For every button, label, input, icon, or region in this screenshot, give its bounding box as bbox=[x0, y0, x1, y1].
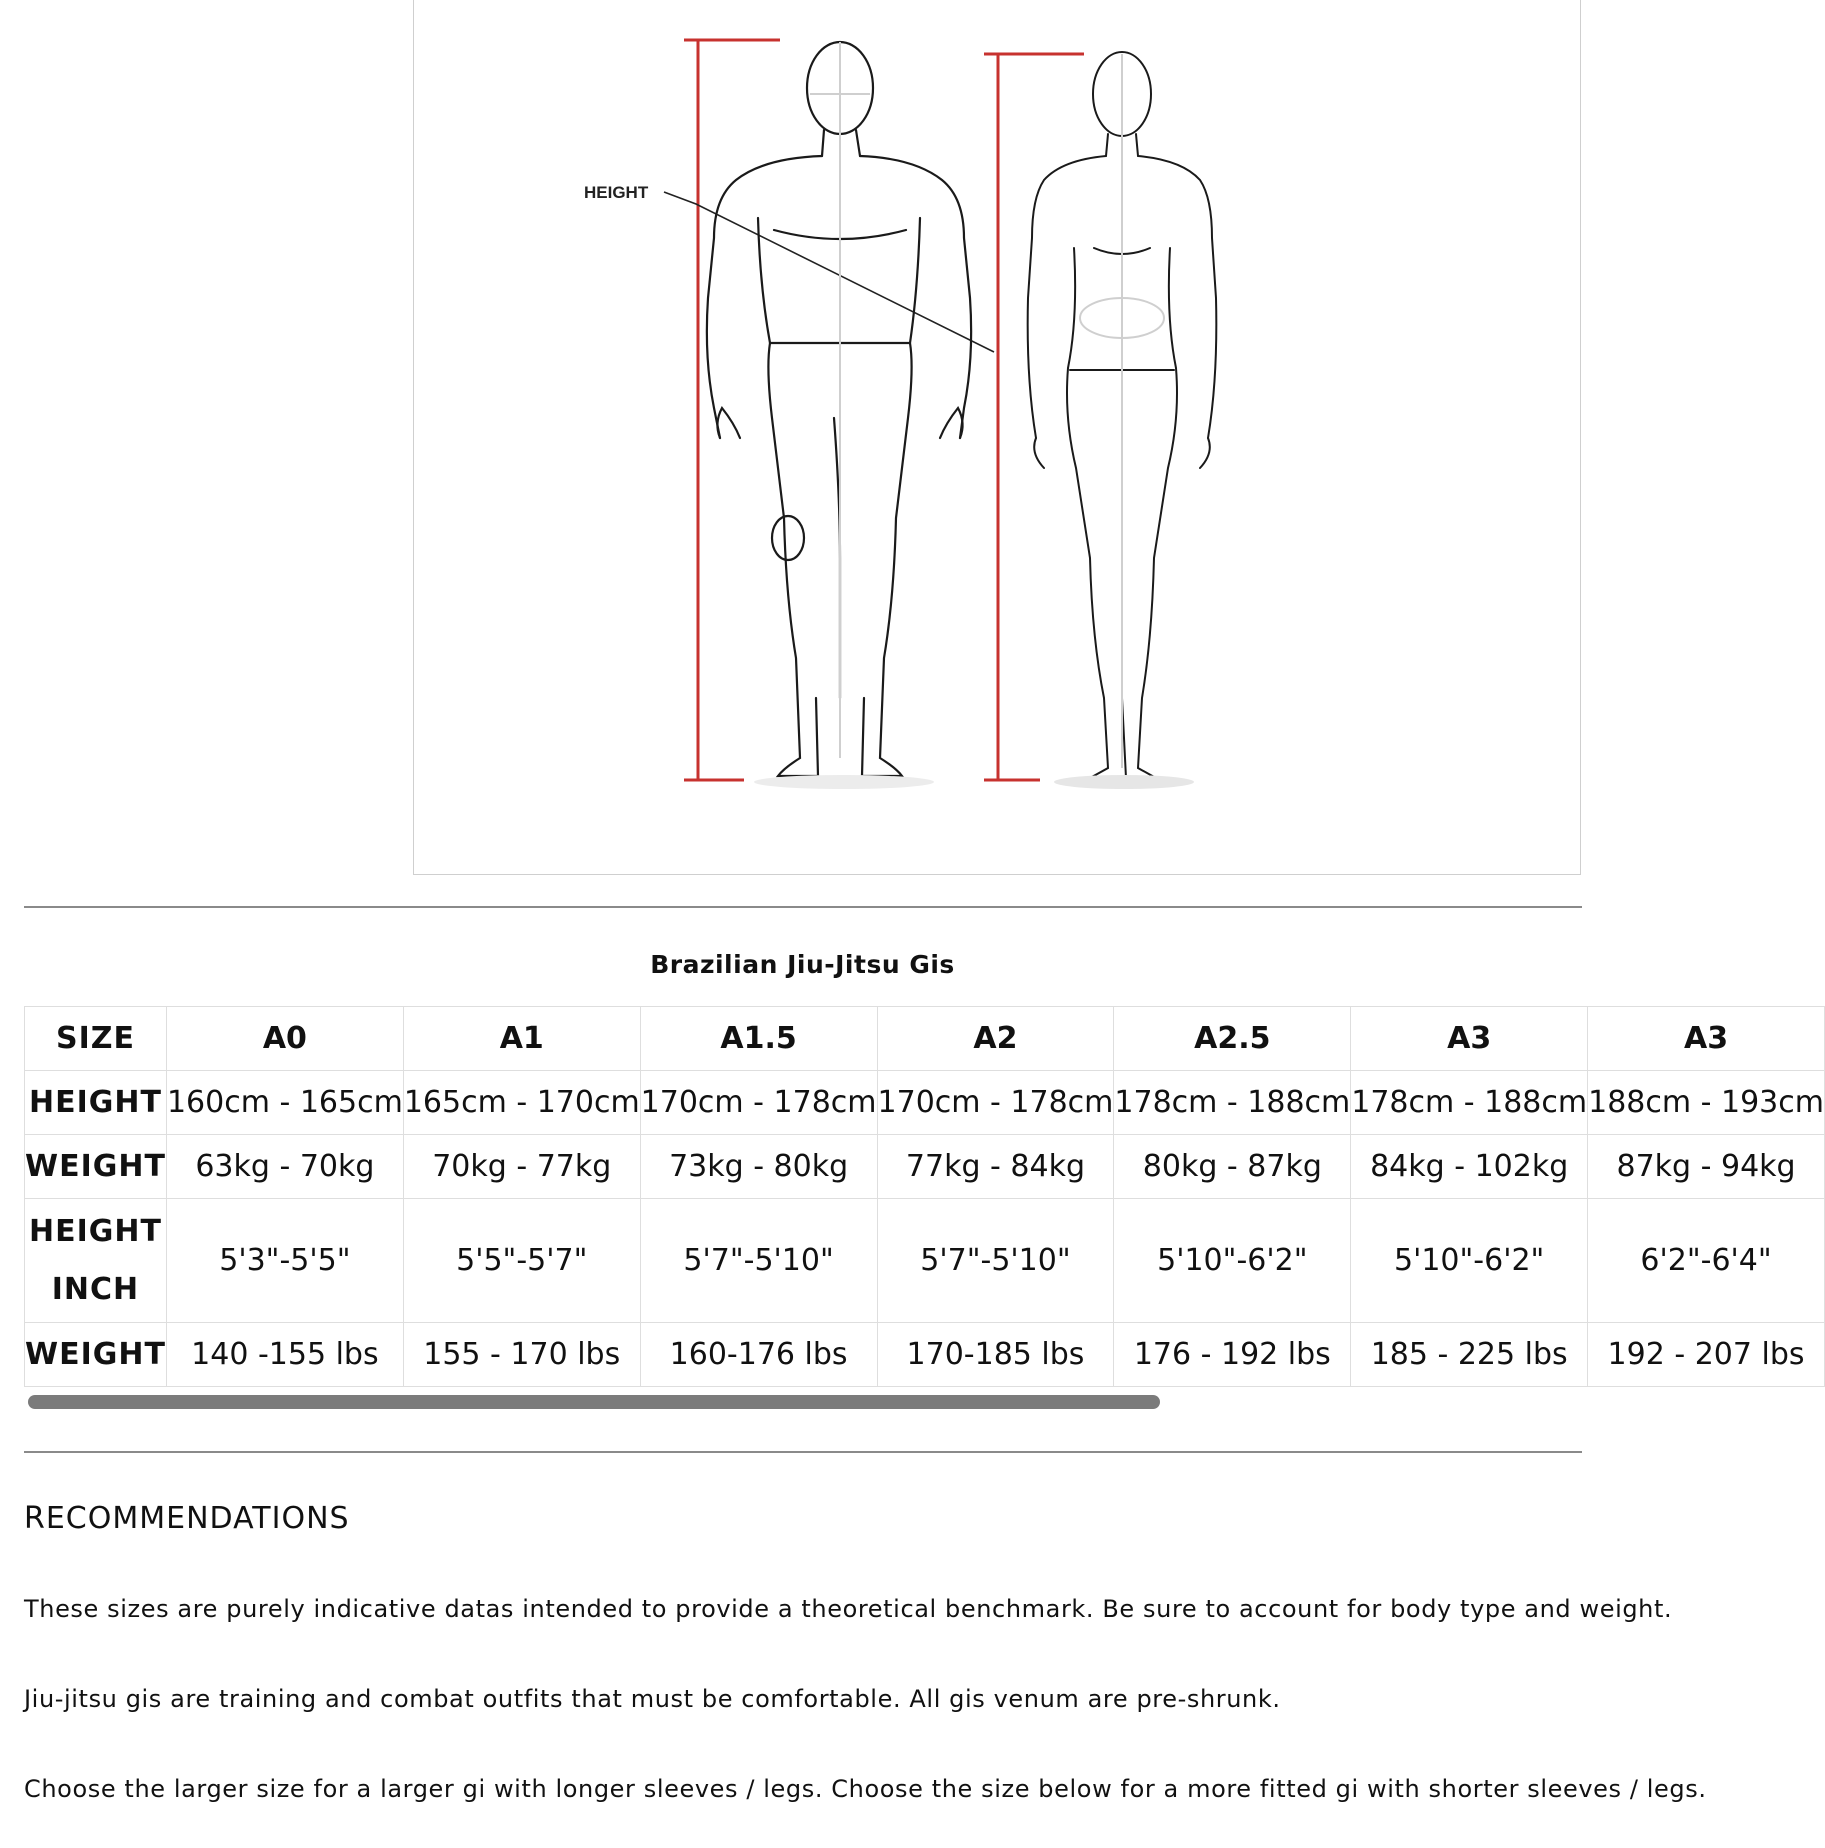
height-inch-cell: 5'10"-6'2" bbox=[1114, 1199, 1351, 1323]
height-cm-cell: 170cm - 178cm bbox=[877, 1071, 1114, 1135]
weight-kg-cell: 73kg - 80kg bbox=[640, 1135, 877, 1199]
weight-lbs-cell: 170-185 lbs bbox=[877, 1323, 1114, 1387]
row-label: HEIGHT bbox=[25, 1071, 167, 1135]
size-table bbox=[24, 1006, 1825, 1387]
weight-kg-cell: 70kg - 77kg bbox=[403, 1135, 640, 1199]
floor-shadow bbox=[754, 775, 934, 789]
height-cm-cell: 160cm - 165cm bbox=[166, 1071, 403, 1135]
recommendation-paragraph: These sizes are purely indicative datas intended to provide a theoretical benchmark. Be sure to account for body type and weight. bbox=[24, 1595, 1673, 1623]
divider bbox=[24, 1451, 1582, 1453]
weight-kg-cell: 63kg - 70kg bbox=[166, 1135, 403, 1199]
weight-kg-cell: 77kg - 84kg bbox=[877, 1135, 1114, 1199]
height-cm-cell: 188cm - 193cm bbox=[1588, 1071, 1825, 1135]
height-cm-cell: 170cm - 178cm bbox=[640, 1071, 877, 1135]
scrollbar-thumb[interactable] bbox=[28, 1395, 1160, 1409]
row-label-line: INCH bbox=[51, 1271, 140, 1307]
height-inch-cell: 6'2"-6'4" bbox=[1588, 1199, 1825, 1323]
weight-kg-cell: 80kg - 87kg bbox=[1114, 1135, 1351, 1199]
weight-kg-row bbox=[25, 1135, 1825, 1199]
height-inch-row bbox=[25, 1199, 1825, 1323]
weight-lbs-row bbox=[25, 1323, 1825, 1387]
height-cm-cell: 178cm - 188cm bbox=[1114, 1071, 1351, 1135]
height-cm-row bbox=[25, 1071, 1825, 1135]
female-figure-guides bbox=[1080, 54, 1164, 768]
weight-lbs-cell: 155 - 170 lbs bbox=[403, 1323, 640, 1387]
height-inch-cell: 5'7"-5'10" bbox=[640, 1199, 877, 1323]
weight-lbs-cell: 176 - 192 lbs bbox=[1114, 1323, 1351, 1387]
weight-lbs-cell: 160-176 lbs bbox=[640, 1323, 877, 1387]
recommendations-heading: RECOMMENDATIONS bbox=[24, 1501, 350, 1536]
row-label-line: HEIGHT bbox=[28, 1213, 162, 1249]
floor-shadow bbox=[1054, 775, 1194, 789]
size-row bbox=[25, 1007, 1825, 1071]
size-cell: A0 bbox=[166, 1007, 403, 1071]
height-inch-cell: 5'10"-6'2" bbox=[1351, 1199, 1588, 1323]
height-inch-cell: 5'3"-5'5" bbox=[166, 1199, 403, 1323]
size-chart-title: Brazilian Jiu-Jitsu Gis bbox=[650, 950, 955, 979]
row-label bbox=[25, 1199, 167, 1323]
size-cell: A3 bbox=[1588, 1007, 1825, 1071]
horizontal-scrollbar[interactable] bbox=[24, 1393, 1582, 1411]
weight-kg-cell: 84kg - 102kg bbox=[1351, 1135, 1588, 1199]
height-callout-label: HEIGHT bbox=[584, 183, 649, 202]
weight-lbs-cell: 185 - 225 lbs bbox=[1351, 1323, 1588, 1387]
row-label: SIZE bbox=[25, 1007, 167, 1071]
size-cell: A1.5 bbox=[640, 1007, 877, 1071]
weight-kg-cell: 87kg - 94kg bbox=[1588, 1135, 1825, 1199]
height-inch-cell: 5'7"-5'10" bbox=[877, 1199, 1114, 1323]
row-label: WEIGHT bbox=[25, 1135, 167, 1199]
size-cell: A1 bbox=[403, 1007, 640, 1071]
height-cm-cell: 178cm - 188cm bbox=[1351, 1071, 1588, 1135]
height-cm-cell: 165cm - 170cm bbox=[403, 1071, 640, 1135]
size-table-scroll-container[interactable] bbox=[24, 1006, 1824, 1394]
height-diagram bbox=[414, 0, 1580, 874]
weight-lbs-cell: 140 -155 lbs bbox=[166, 1323, 403, 1387]
body-measurement-figure bbox=[413, 0, 1581, 875]
height-callout-line bbox=[664, 192, 994, 352]
recommendation-paragraph: Choose the larger size for a larger gi with longer sleeves / legs. Choose the size below for a more fitted gi with shorter sleeves / legs. bbox=[24, 1775, 1707, 1803]
recommendation-paragraph: Jiu-jitsu gis are training and combat outfits that must be comfortable. All gis venum are pre-shrunk. bbox=[24, 1685, 1281, 1713]
size-cell: A2 bbox=[877, 1007, 1114, 1071]
divider bbox=[24, 906, 1582, 908]
weight-lbs-cell: 192 - 207 lbs bbox=[1588, 1323, 1825, 1387]
size-cell: A2.5 bbox=[1114, 1007, 1351, 1071]
height-inch-cell: 5'5"-5'7" bbox=[403, 1199, 640, 1323]
male-figure-guides bbox=[810, 42, 870, 758]
row-label: WEIGHT bbox=[25, 1323, 167, 1387]
size-cell: A3 bbox=[1351, 1007, 1588, 1071]
